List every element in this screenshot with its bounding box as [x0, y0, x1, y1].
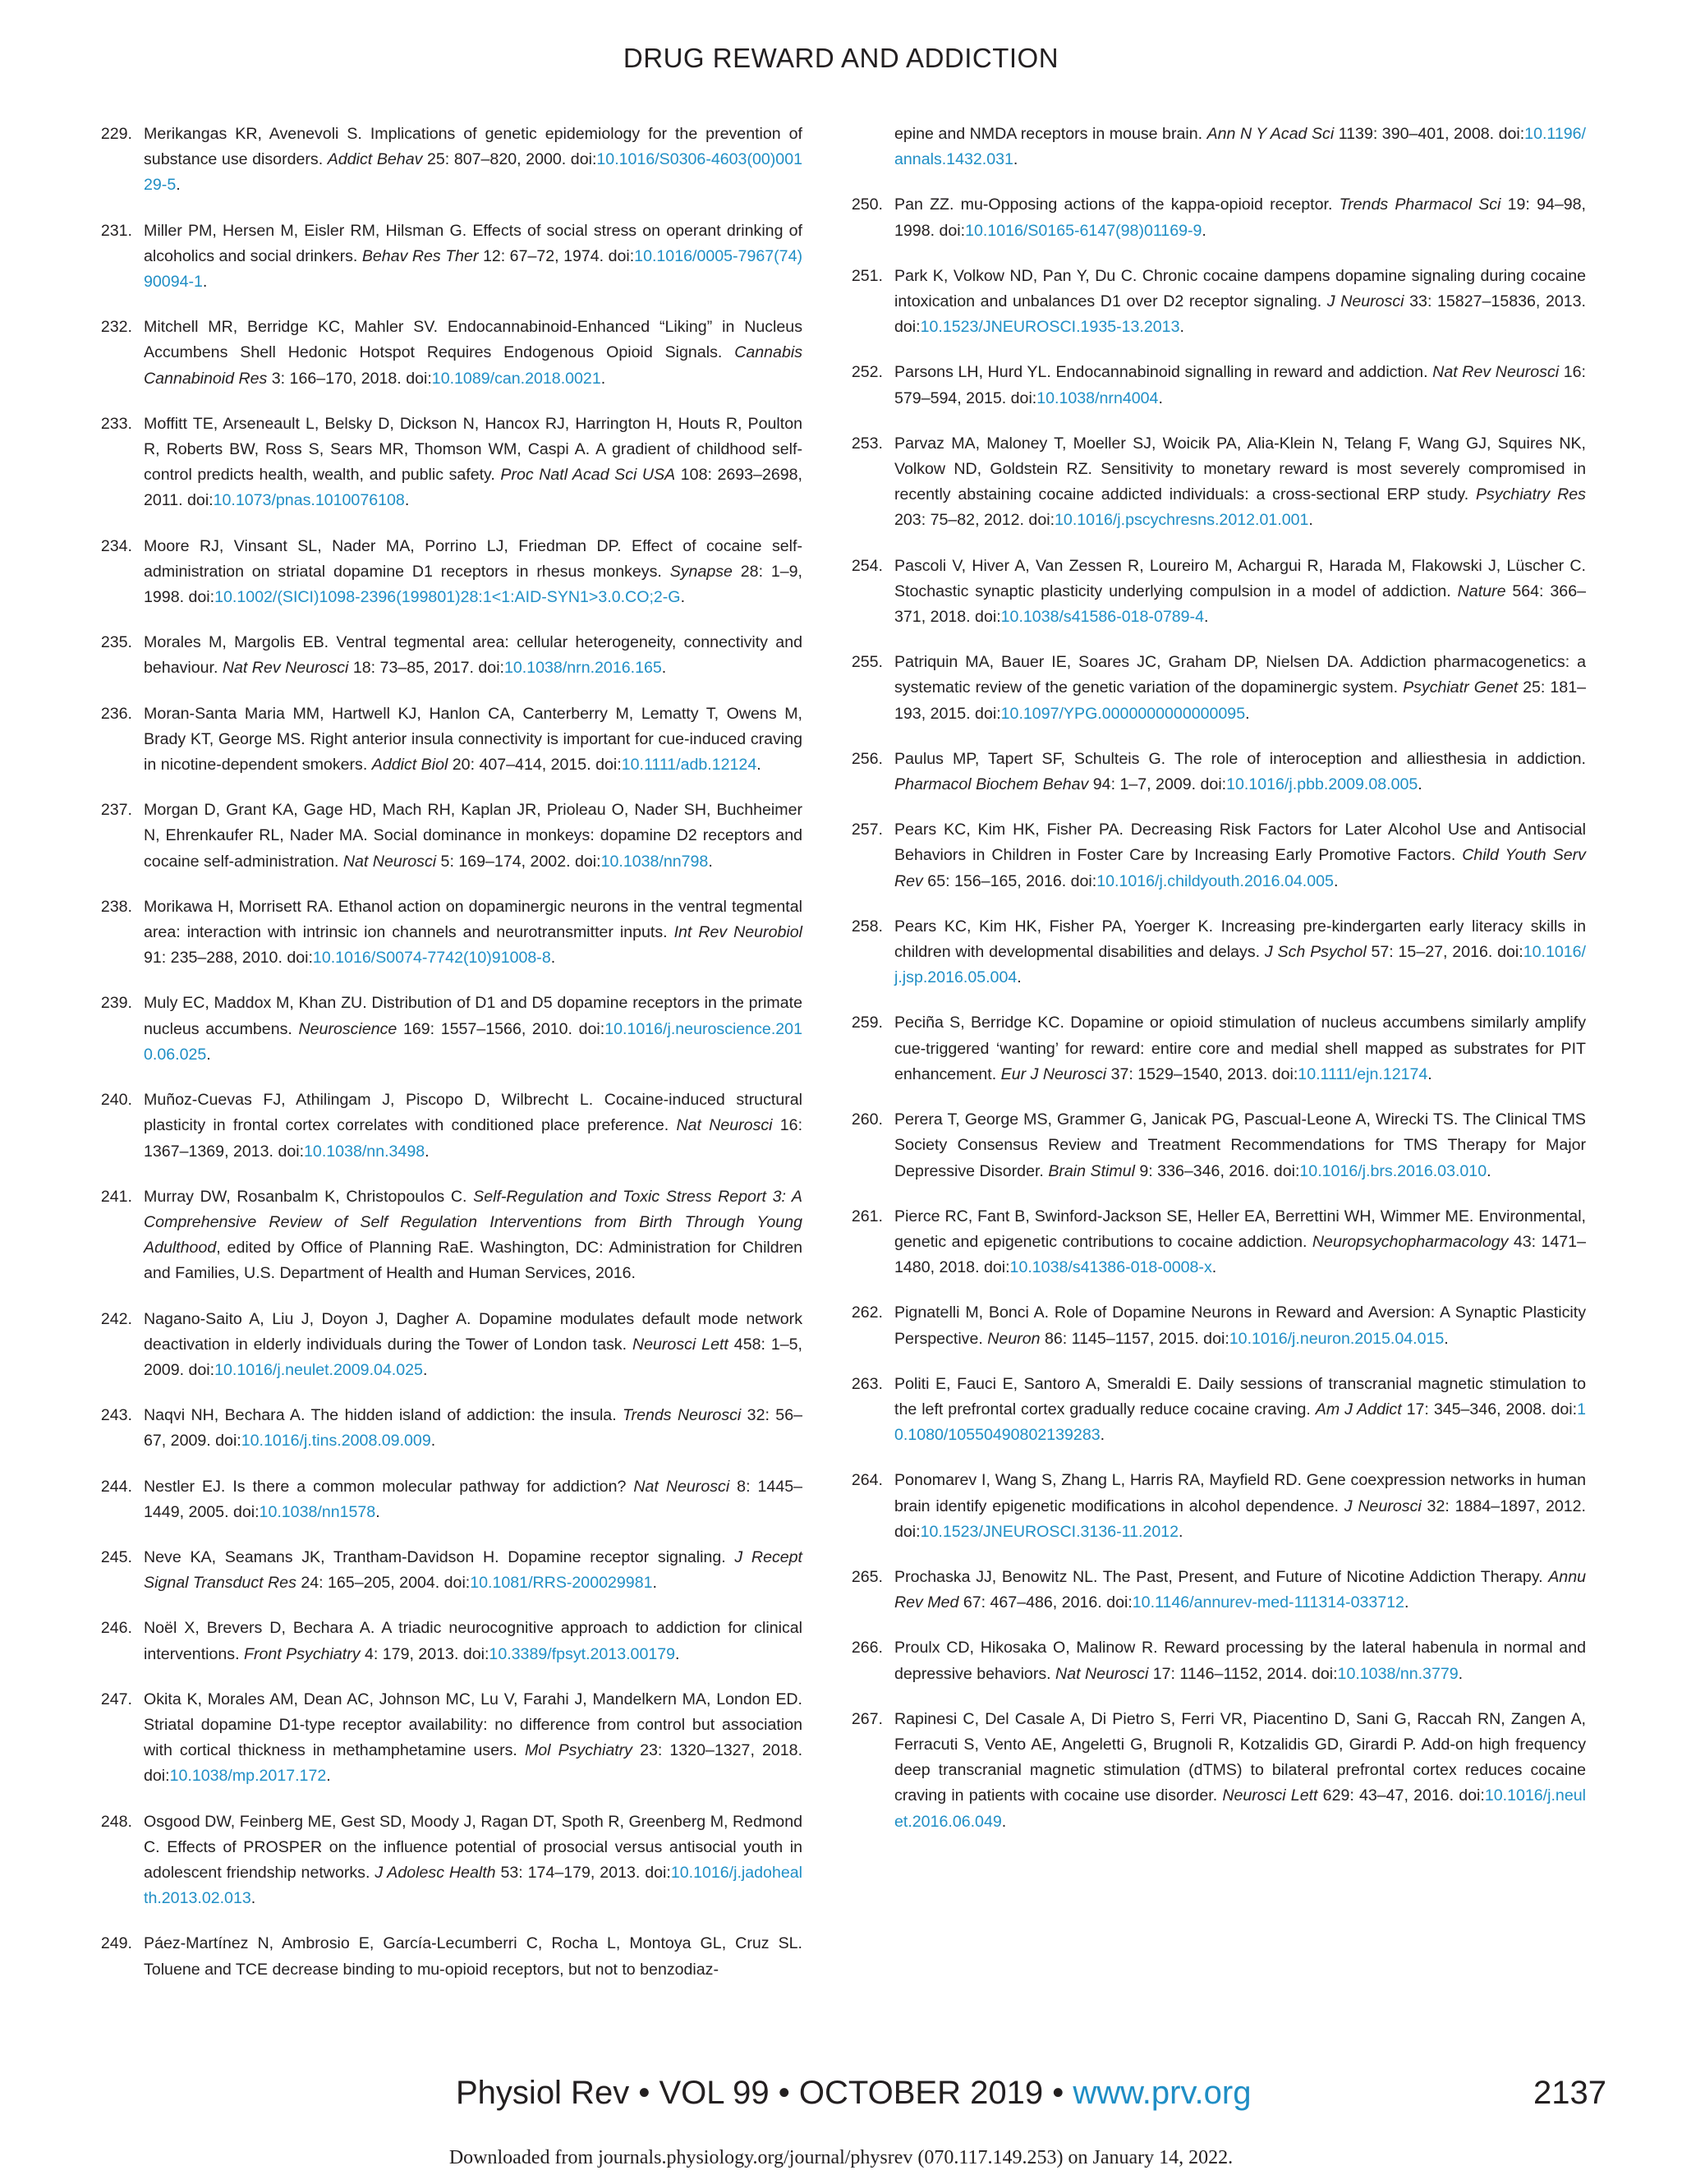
- reference-entry: [100, 1307, 802, 1384]
- doi-link[interactable]: 10.1038/nn.3498: [304, 1142, 425, 1161]
- reference-entry: [851, 1372, 1587, 1449]
- reference-text: Parvaz MA, Maloney T, Moeller SJ, Woicik PA, Alia-Klein N, Telang F, Wang GJ, Squires NK, Volkow ND, Goldstein RZ. Sensitivity to monetary reward is most severely compromised in recently abstaining cocaine addicted individuals: a cross-sectional ERP study.: [894, 434, 1586, 504]
- reference-number: 240.: [100, 1091, 132, 1110]
- reference-end: .: [1017, 968, 1022, 987]
- reference-end: .: [326, 1767, 331, 1786]
- doi-link[interactable]: 10.1016/S0074-7742(10)91008-8: [312, 949, 551, 968]
- reference-journal: Neuron: [987, 1329, 1041, 1348]
- doi-link[interactable]: 10.1016/S0165-6147(98)01169-9: [965, 221, 1202, 240]
- reference-entry: [100, 701, 802, 779]
- reference-number: 266.: [851, 1639, 883, 1658]
- doi-link[interactable]: 10.1038/s41386-018-0008-x: [1009, 1258, 1212, 1277]
- reference-citation: 32: 1884–1897, 2012. doi:: [894, 1497, 1586, 1541]
- reference-text: Proulx CD, Hikosaka O, Malinow R. Reward processing by the lateral habenula in normal and depressive behaviors.: [894, 1639, 1586, 1683]
- reference-text: Perera T, George MS, Grammer G, Janicak PG, Pascual-Leone A, Wirecki TS. The Clinical TMS Society Consensus Review and Treatment Recommendations for TMS Therapy for Major Depressive Disorder.: [894, 1110, 1586, 1180]
- reference-journal: Neurosci Lett: [1222, 1786, 1318, 1805]
- doi-link[interactable]: 10.1016/j.pscychresns.2012.01.001: [1055, 511, 1309, 530]
- reference-citation: 629: 43–47, 2016. doi:: [1317, 1786, 1485, 1805]
- reference-number: 245.: [100, 1547, 132, 1566]
- reference-number: 251.: [851, 266, 883, 285]
- reference-continuation: [878, 122, 1586, 172]
- reference-text: Noël X, Brevers D, Bechara A. A triadic neurocognitive approach to addiction for clinical interventions.: [144, 1619, 802, 1663]
- reference-text: Moore RJ, Vinsant SL, Nader MA, Porrino LJ, Friedman DP. Effect of cocaine self-administration on striatal dopamine D1 receptors in rhesus monkeys.: [144, 536, 802, 581]
- reference-end: .: [756, 756, 761, 775]
- reference-end: .: [206, 1045, 211, 1064]
- reference-text: Páez-Martínez N, Ambrosio E, García-Lecumberri C, Rocha L, Montoya GL, Cruz SL. Toluene and TCE decrease binding to mu-opioid receptors, but not to benzodiaz-: [144, 1934, 802, 1979]
- reference-journal: Child Youth Serv Rev: [894, 846, 1586, 890]
- reference-journal: Nat Neurosci: [1055, 1664, 1149, 1683]
- reference-column-left: [100, 122, 803, 2002]
- reference-number: 257.: [851, 821, 883, 839]
- reference-citation: 564: 366–371, 2018. doi:: [894, 582, 1586, 627]
- reference-citation: 4: 179, 2013. doi:: [360, 1644, 489, 1663]
- reference-end: .: [1158, 389, 1163, 407]
- reference-end: .: [1202, 221, 1206, 240]
- reference-text: Okita K, Morales AM, Dean AC, Johnson MC, Lu V, Farahi J, Mandelkern MA, London ED. Striatal dopamine D1-type receptor availability: no difference from control but association with cortical thickness in methamphetamine users.: [144, 1690, 802, 1760]
- reference-end: .: [422, 1360, 428, 1379]
- reference-citation: 57: 15–27, 2016. doi:: [1366, 943, 1523, 962]
- reference-text: Nagano-Saito A, Liu J, Doyon J, Dagher A. Dopamine modulates default mode network deactivation in elderly individuals during the Tower of London task.: [144, 1309, 802, 1354]
- reference-end: .: [1444, 1329, 1449, 1348]
- reference-column-right: [851, 122, 1587, 1855]
- reference-end: .: [1418, 775, 1422, 794]
- reference-citation: 12: 67–72, 1974. doi:: [478, 246, 635, 265]
- reference-journal: Annu Rev Med: [894, 1567, 1586, 1612]
- reference-number: 261.: [851, 1207, 883, 1225]
- reference-text: Murray DW, Rosanbalm K, Christopoulos C.: [144, 1187, 474, 1206]
- reference-text: Paulus MP, Tapert SF, Schulteis G. The role of interoception and alliesthesia in addiction.: [894, 749, 1586, 768]
- reference-entry: [100, 1087, 803, 1165]
- doi-link[interactable]: 10.1016/j.brs.2016.03.010: [1299, 1161, 1487, 1180]
- footer-journal-line: [456, 2075, 1251, 2112]
- reference-text: Muñoz-Cuevas FJ, Athilingam J, Piscopo D, Wilbrecht L. Cocaine-induced structural plasticity in frontal cortex correlates with conditioned place preference.: [144, 1091, 802, 1135]
- reference-text: Politi E, Fauci E, Santoro A, Smeraldi E. Daily sessions of transcranial magnetic stimulation to the left prefrontal cortex gradually reduce cocaine craving.: [894, 1374, 1586, 1418]
- reference-text: Neve KA, Seamans JK, Trantham-Davidson H. Dopamine receptor signaling.: [144, 1547, 735, 1566]
- reference-entry: [100, 1403, 802, 1454]
- reference-citation: 65: 156–165, 2016. doi:: [922, 871, 1097, 890]
- reference-number: 239.: [100, 994, 132, 1013]
- reference-citation: 1139: 390–401, 2008. doi:: [1334, 125, 1525, 143]
- reference-end: .: [1404, 1593, 1409, 1612]
- footer-url-link[interactable]: www.prv.org: [1073, 2075, 1252, 2111]
- reference-citation: 20: 407–414, 2015. doi:: [448, 756, 622, 775]
- reference-text: Morikawa H, Morrisett RA. Ethanol action on dopaminergic neurons in the ventral tegmental area: interaction with intrinsic ion channels and neurotransmitter inputs.: [144, 897, 802, 942]
- reference-number: 231.: [100, 221, 132, 240]
- doi-link[interactable]: 10.1016/j.neulet.2009.04.025: [214, 1360, 423, 1379]
- doi-link[interactable]: 10.1038/s41586-018-0789-4: [1000, 608, 1204, 627]
- doi-link[interactable]: 10.1089/can.2018.0021: [431, 369, 601, 388]
- reference-journal: Neuropsychopharmacology: [1312, 1232, 1509, 1251]
- reference-entry: [100, 1687, 803, 1790]
- reference-end: .: [1427, 1064, 1432, 1083]
- reference-entry: [851, 1468, 1586, 1545]
- doi-link[interactable]: 10.1016/j.jadohealth.2013.02.013: [144, 1863, 802, 1908]
- reference-journal: Self-Regulation and Toxic Stress Report 3: A Comprehensive Review of Self Regulation Interventions from Birth Through Young Adulthood: [144, 1187, 802, 1258]
- reference-citation: 43: 1471–1480, 2018. doi:: [894, 1232, 1586, 1277]
- reference-citation: 17: 1146–1152, 2014. doi:: [1148, 1664, 1338, 1683]
- reference-entry: [851, 360, 1586, 411]
- reference-journal: Mol Psychiatry: [524, 1741, 632, 1760]
- reference-end: .: [1179, 318, 1184, 337]
- reference-citation: 17: 345–346, 2008. doi:: [1401, 1400, 1578, 1418]
- reference-entry: [851, 1010, 1586, 1087]
- reference-entry: [851, 264, 1586, 341]
- reference-text: Pascoli V, Hiver A, Van Zessen R, Loureiro M, Achargui R, Harada M, Flakowski J, Lüscher C. Stochastic synaptic plasticity underlying compulsion in a model of addiction.: [894, 556, 1586, 600]
- reference-number: 234.: [100, 536, 132, 555]
- reference-number: 237.: [100, 801, 132, 820]
- reference-journal: Cannabis Cannabinoid Res: [144, 343, 802, 388]
- reference-journal: Ann N Y Acad Sci: [1206, 125, 1335, 143]
- reference-end: .: [1013, 150, 1018, 169]
- reference-text: Nestler EJ. Is there a common molecular pathway for addiction?: [144, 1477, 634, 1496]
- reference-text: Naqvi NH, Bechara A. The hidden island of addiction: the insula.: [144, 1406, 623, 1425]
- doi-link[interactable]: 10.1016/j.neulet.2016.06.049: [894, 1786, 1586, 1831]
- reference-end: .: [425, 1142, 430, 1161]
- reference-citation: 94: 1–7, 2009. doi:: [1088, 775, 1227, 794]
- reference-entry: [851, 1635, 1586, 1686]
- reference-journal: Brain Stimul: [1048, 1161, 1135, 1180]
- doi-link[interactable]: 10.1038/nrn.2016.165: [504, 659, 662, 678]
- reference-end: .: [600, 369, 606, 388]
- reference-journal: Pharmacol Biochem Behav: [894, 775, 1089, 794]
- reference-journal: Nat Neurosci: [342, 852, 437, 871]
- footer-volume: VOL 99: [659, 2075, 770, 2111]
- doi-link[interactable]: 10.1038/nrn4004: [1036, 389, 1159, 407]
- reference-text: Pears KC, Kim HK, Fisher PA. Decreasing Risk Factors for Later Alcohol Use and Antisocial Behaviors in Children in Foster Care by Increasing Early Promotive Factors.: [894, 821, 1586, 865]
- reference-end: .: [652, 1574, 657, 1593]
- reference-entry: [100, 1809, 802, 1912]
- reference-text: Miller PM, Hersen M, Eisler RM, Hilsman G. Effects of social stress on operant drinking of alcoholics and social drinkers.: [144, 221, 802, 265]
- reference-number: 229.: [100, 125, 132, 143]
- reference-journal: Am J Addict: [1315, 1400, 1402, 1418]
- doi-link[interactable]: 10.1016/S0306-4603(00)00129-5: [144, 150, 802, 195]
- reference-entry: [851, 1707, 1586, 1835]
- reference-citation: 3: 166–170, 2018. doi:: [267, 369, 432, 388]
- reference-end: .: [550, 949, 556, 968]
- reference-journal: Addict Biol: [371, 756, 448, 775]
- reference-journal: Psychiatr Genet: [1403, 678, 1519, 697]
- reference-journal: Addict Behav: [327, 150, 423, 169]
- reference-text: Morales M, Margolis EB. Ventral tegmental area: cellular heterogeneity, connectivity and behaviour.: [144, 633, 802, 678]
- footer-separator: •: [778, 2075, 790, 2111]
- doi-link[interactable]: 10.1081/RRS-200029981: [470, 1574, 653, 1593]
- reference-text: Pears KC, Kim HK, Fisher PA, Yoerger K. Increasing pre-kindergarten early literacy skills in children with developmental disabilities and delays.: [894, 917, 1586, 962]
- doi-link[interactable]: 10.1002/(SICI)1098-2396(199801)28:1<1:AID-SYN1>3.0.CO;2-G: [214, 588, 681, 607]
- reference-journal: Neurosci Lett: [632, 1335, 728, 1354]
- reference-number: 244.: [100, 1477, 132, 1496]
- reference-citation: 9: 336–346, 2016. doi:: [1134, 1161, 1300, 1180]
- reference-journal: J Neurosci: [1326, 292, 1404, 311]
- reference-citation: 25: 181–193, 2015. doi:: [894, 678, 1586, 723]
- reference-entry: [100, 218, 802, 296]
- reference-entry: [100, 1616, 802, 1667]
- reference-number: 242.: [100, 1309, 132, 1328]
- reference-text: Pan ZZ. mu-Opposing actions of the kappa-opioid receptor.: [894, 195, 1340, 214]
- reference-entry: [851, 1107, 1586, 1184]
- reference-number: 247.: [100, 1690, 132, 1708]
- footer-separator: •: [638, 2075, 650, 2111]
- reference-end: .: [708, 852, 713, 871]
- footer-date: OCTOBER 2019: [798, 2075, 1044, 2111]
- doi-link[interactable]: 10.1016/j.tins.2008.09.009: [241, 1432, 431, 1451]
- reference-number: 249.: [100, 1934, 132, 1953]
- reference-citation: 16: 1367–1369, 2013. doi:: [144, 1116, 803, 1161]
- doi-link[interactable]: 10.1146/annurev-med-111314-033712: [1132, 1593, 1404, 1612]
- reference-entry: [100, 412, 802, 514]
- reference-entry: [100, 894, 802, 972]
- reference-citation: , edited by Office of Planning RaE. Washington, DC: Administration for Children and Families, U.S. Department of Health and Human Services, 2016.: [144, 1239, 802, 1283]
- reference-entry: [851, 1300, 1586, 1351]
- reference-number: 258.: [851, 917, 883, 936]
- doi-link[interactable]: 10.1097/YPG.0000000000000095: [1000, 704, 1246, 723]
- doi-link[interactable]: 10.1196/annals.1432.031: [894, 125, 1586, 169]
- reference-citation: 19: 94–98, 1998. doi:: [894, 195, 1586, 240]
- reference-journal: Nat Neurosci: [676, 1116, 773, 1135]
- reference-number: 254.: [851, 556, 883, 575]
- doi-link[interactable]: 10.1016/j.neuron.2015.04.015: [1229, 1329, 1445, 1348]
- reference-entry: [851, 1565, 1586, 1616]
- doi-link[interactable]: 10.1038/nn798: [600, 852, 709, 871]
- doi-link[interactable]: 10.1038/mp.2017.172: [169, 1767, 327, 1786]
- reference-entry: [100, 1474, 803, 1525]
- reference-journal: J Recept Signal Transduct Res: [144, 1547, 803, 1593]
- reference-end: .: [250, 1889, 256, 1908]
- reference-entry: [851, 554, 1586, 631]
- reference-citation: 28: 1–9, 1998. doi:: [144, 562, 802, 607]
- reference-entry: [851, 747, 1586, 798]
- footer-separator: •: [1052, 2075, 1064, 2111]
- reference-end: .: [675, 1644, 680, 1663]
- reference-entry: [851, 192, 1586, 243]
- reference-citation: 18: 73–85, 2017. doi:: [348, 659, 504, 678]
- page-footer: [0, 2075, 1682, 2116]
- reference-number: 235.: [100, 633, 132, 652]
- reference-number: 267.: [851, 1709, 883, 1728]
- reference-number: 241.: [100, 1187, 132, 1206]
- reference-entry: [100, 630, 802, 681]
- reference-number: 248.: [100, 1812, 132, 1831]
- page-number: 2137: [1533, 2075, 1606, 2111]
- reference-journal: Trends Neurosci: [623, 1406, 742, 1425]
- reference-citation: 37: 1529–1540, 2013. doi:: [1106, 1064, 1298, 1083]
- reference-number: 264.: [851, 1471, 883, 1490]
- reference-end: .: [1001, 1812, 1007, 1831]
- reference-text: epine and NMDA receptors in mouse brain.: [894, 125, 1207, 143]
- reference-number: 246.: [100, 1619, 132, 1638]
- reference-text: Morgan D, Grant KA, Gage HD, Mach RH, Kaplan JR, Prioleau O, Nader SH, Buchheimer N, Ehrenkaufer RL, Nader MA. Social dominance in monkeys: dopamine D2 receptors and cocaine self-administration.: [144, 801, 802, 871]
- doi-link[interactable]: 10.1016/j.pbb.2009.08.005: [1226, 775, 1418, 794]
- reference-citation: 203: 75–82, 2012. doi:: [894, 511, 1055, 530]
- doi-link[interactable]: 10.1080/10550490802139283: [894, 1400, 1587, 1445]
- reference-journal: Behav Res Ther: [361, 246, 479, 265]
- reference-entry: [851, 650, 1586, 727]
- reference-journal: Neuroscience: [298, 1019, 398, 1038]
- reference-end: .: [404, 491, 410, 510]
- reference-text: Ponomarev I, Wang S, Zhang L, Harris RA, Mayfield RD. Gene coexpression networks in human brain identify epigenetic modifications in alcohol dependence.: [894, 1471, 1586, 1515]
- reference-text: Rapinesi C, Del Casale A, Di Pietro S, Ferri VR, Piacentino D, Sani G, Raccah RN, Zangen A, Ferracuti S, Vento AE, Angeletti G, Brugnoli R, Kotzalidis GD, Girardi P. Add-on high frequency deep transcranial magnetic stimulation (dTMS) to bilateral prefrontal cortex reduces cocaine craving in patients with cocaine use disorder.: [894, 1709, 1586, 1805]
- reference-citation: 86: 1145–1157, 2015. doi:: [1040, 1329, 1229, 1348]
- reference-entry: [100, 1931, 802, 1982]
- reference-number: 232.: [100, 318, 132, 337]
- reference-entry: [100, 315, 802, 392]
- reference-number: 259.: [851, 1014, 883, 1032]
- reference-citation: 53: 174–179, 2013. doi:: [495, 1863, 671, 1882]
- reference-journal: Synapse: [669, 562, 733, 581]
- reference-end: .: [1211, 1258, 1217, 1277]
- reference-text: Pierce RC, Fant B, Swinford-Jackson SE, Heller EA, Berrettini WH, Wimmer ME. Environmental, genetic and epigenetic contributions to cocaine addiction.: [894, 1207, 1586, 1251]
- reference-end: .: [1245, 704, 1250, 723]
- reference-entry: [851, 1204, 1586, 1281]
- reference-text: Parsons LH, Hurd YL. Endocannabinoid signalling in reward and addiction.: [894, 363, 1433, 382]
- running-head: DRUG REWARD AND ADDICTION: [623, 43, 1059, 73]
- doi-link[interactable]: 10.1038/nn1578: [259, 1502, 376, 1521]
- reference-number: 262.: [851, 1304, 883, 1322]
- doi-link[interactable]: 10.1016/j.jsp.2016.05.004: [894, 943, 1586, 987]
- reference-end: .: [1100, 1426, 1105, 1445]
- reference-journal: J Adolesc Health: [375, 1863, 496, 1882]
- reference-citation: 169: 1557–1566, 2010. doi:: [397, 1019, 605, 1038]
- reference-text: Patriquin MA, Bauer IE, Soares JC, Graham DP, Nielsen DA. Addiction pharmacogenetics: a systematic review of the genetic variation of the dopaminergic system.: [894, 653, 1586, 697]
- reference-end: .: [375, 1502, 380, 1521]
- footer-journal: Physiol Rev: [456, 2075, 630, 2111]
- reference-journal: Front Psychiatry: [243, 1644, 361, 1663]
- doi-link[interactable]: 10.1111/ejn.12174: [1298, 1064, 1428, 1083]
- doi-link[interactable]: 10.1073/pnas.1010076108: [213, 491, 405, 510]
- reference-citation: 67: 467–486, 2016. doi:: [958, 1593, 1133, 1612]
- reference-end: .: [202, 273, 208, 292]
- reference-number: 255.: [851, 653, 883, 672]
- reference-end: .: [1308, 511, 1313, 530]
- reference-citation: 32: 56–67, 2009. doi:: [144, 1406, 802, 1451]
- reference-number: 233.: [100, 414, 132, 433]
- reference-citation: 8: 1445–1449, 2005. doi:: [144, 1477, 803, 1521]
- reference-end: .: [176, 176, 181, 195]
- reference-journal: Nat Neurosci: [633, 1477, 730, 1496]
- reference-number: 253.: [851, 434, 883, 453]
- reference-number: 252.: [851, 363, 883, 382]
- reference-number: 263.: [851, 1374, 883, 1393]
- reference-journal: Nat Rev Neurosci: [1432, 363, 1560, 382]
- reference-journal: J Sch Psychol: [1264, 943, 1367, 962]
- doi-link[interactable]: 10.3389/fpsyt.2013.00179: [489, 1644, 676, 1663]
- reference-text: Moran-Santa Maria MM, Hartwell KJ, Hanlon CA, Canterberry M, Lematty T, Owens M, Brady KT, George MS. Right anterior insula connectivity is important for cue-induced craving in nicotine-dependent smokers.: [144, 704, 802, 775]
- reference-citation: 108: 2693–2698, 2011. doi:: [144, 466, 802, 510]
- doi-link[interactable]: 10.1111/adb.12124: [621, 756, 757, 775]
- reference-end: .: [1203, 608, 1209, 627]
- doi-link[interactable]: 10.1016/j.neuroscience.2010.06.025: [144, 1019, 802, 1064]
- reference-number: 243.: [100, 1406, 132, 1425]
- reference-journal: Nat Rev Neurosci: [222, 659, 349, 678]
- reference-journal: Nature: [1457, 582, 1506, 600]
- reference-journal: Trends Pharmacol Sci: [1339, 195, 1501, 214]
- reference-entry: [851, 914, 1586, 991]
- reference-number: 236.: [100, 704, 132, 723]
- reference-end: .: [661, 659, 667, 678]
- reference-text: Merikangas KR, Avenevoli S. Implications of genetic epidemiology for the prevention of substance use disorders.: [144, 125, 802, 169]
- reference-end: .: [1458, 1664, 1464, 1683]
- reference-number: 265.: [851, 1567, 883, 1586]
- doi-link[interactable]: 10.1016/0005-7967(74)90094-1: [144, 246, 802, 292]
- reference-number: 250.: [851, 195, 883, 214]
- reference-journal: Psychiatry Res: [1475, 485, 1586, 504]
- reference-entry: [100, 534, 802, 611]
- reference-text: Mitchell MR, Berridge KC, Mahler SV. Endocannabinoid-Enhanced “Liking” in Nucleus Accumbens Shell Hedonic Hotspot Requires Endogenous Opioid Signals.: [144, 318, 802, 362]
- reference-end: .: [1487, 1161, 1491, 1180]
- reference-entry: [100, 991, 802, 1068]
- reference-end: .: [1179, 1522, 1183, 1541]
- reference-text: Pignatelli M, Bonci A. Role of Dopamine Neurons in Reward and Aversion: A Synaptic Plasticity Perspective.: [894, 1304, 1586, 1348]
- reference-text: Peciña S, Berridge KC. Dopamine or opioid stimulation of nucleus accumbens similarly amplify cue-triggered ‘wanting’ for reward: entire core and medial shell mapped as substrates for PIT enhancement.: [894, 1014, 1586, 1083]
- doi-link[interactable]: 10.1038/nn.3779: [1337, 1664, 1459, 1683]
- reference-number: 256.: [851, 749, 883, 768]
- reference-citation: 24: 165–205, 2004. doi:: [296, 1574, 471, 1593]
- reference-entry: [100, 1545, 803, 1596]
- reference-citation: 16: 579–594, 2015. doi:: [894, 363, 1586, 407]
- reference-journal: Int Rev Neurobiol: [673, 923, 802, 942]
- doi-link[interactable]: 10.1523/JNEUROSCI.1935-13.2013: [920, 318, 1180, 337]
- reference-citation: 91: 235–288, 2010. doi:: [144, 949, 313, 968]
- doi-link[interactable]: 10.1523/JNEUROSCI.3136-11.2012: [920, 1522, 1179, 1541]
- reference-text: Moffitt TE, Arseneault L, Belsky D, Dickson N, Hancox RJ, Harrington H, Houts R, Poulton R, Roberts BW, Ross S, Sears MR, Thomson WM, Caspi A. A gradient of childhood self-control predicts health, wealth, and public safety.: [144, 414, 802, 485]
- download-notice: Downloaded from journals.physiology.org/journal/physrev (070.117.149.253) on January 14, 2022.: [448, 2147, 1234, 2168]
- reference-entry: [851, 431, 1586, 534]
- reference-text: Muly EC, Maddox M, Khan ZU. Distribution of D1 and D5 dopamine receptors in the primate nucleus accumbens.: [144, 994, 802, 1038]
- reference-text: Osgood DW, Feinberg ME, Gest SD, Moody J, Ragan DT, Spoth R, Greenberg M, Redmond C. Effects of PROSPER on the influence potential of prosocial versus antisocial youth in adolescent friendship networks.: [144, 1812, 802, 1882]
- reference-number: 238.: [100, 897, 132, 916]
- reference-citation: 458: 1–5, 2009. doi:: [144, 1335, 802, 1379]
- reference-entry: [851, 817, 1586, 894]
- reference-citation: 25: 807–820, 2000. doi:: [422, 150, 597, 169]
- reference-citation: 23: 1320–1327, 2018. doi:: [144, 1741, 803, 1786]
- reference-end: .: [680, 588, 686, 607]
- reference-journal: Eur J Neurosci: [1000, 1064, 1107, 1083]
- reference-end: .: [1333, 871, 1339, 890]
- reference-journal: Proc Natl Acad Sci USA: [500, 466, 676, 485]
- doi-link[interactable]: 10.1016/j.childyouth.2016.04.005: [1096, 871, 1334, 890]
- reference-entry: [100, 798, 802, 875]
- reference-text: Prochaska JJ, Benowitz NL. The Past, Present, and Future of Nicotine Addiction Therapy.: [894, 1567, 1549, 1586]
- reference-journal: J Neurosci: [1344, 1497, 1422, 1515]
- reference-text: Park K, Volkow ND, Pan Y, Du C. Chronic cocaine dampens dopamine signaling during cocaine intoxication and unbalances D1 over D2 receptor signaling.: [894, 266, 1586, 311]
- reference-citation: 5: 169–174, 2002. doi:: [436, 852, 601, 871]
- reference-citation: 33: 15827–15836, 2013. doi:: [894, 292, 1586, 337]
- reference-entry: [100, 1184, 802, 1287]
- reference-entry: [100, 122, 802, 199]
- reference-number: 260.: [851, 1110, 883, 1129]
- reference-end: .: [430, 1432, 436, 1451]
